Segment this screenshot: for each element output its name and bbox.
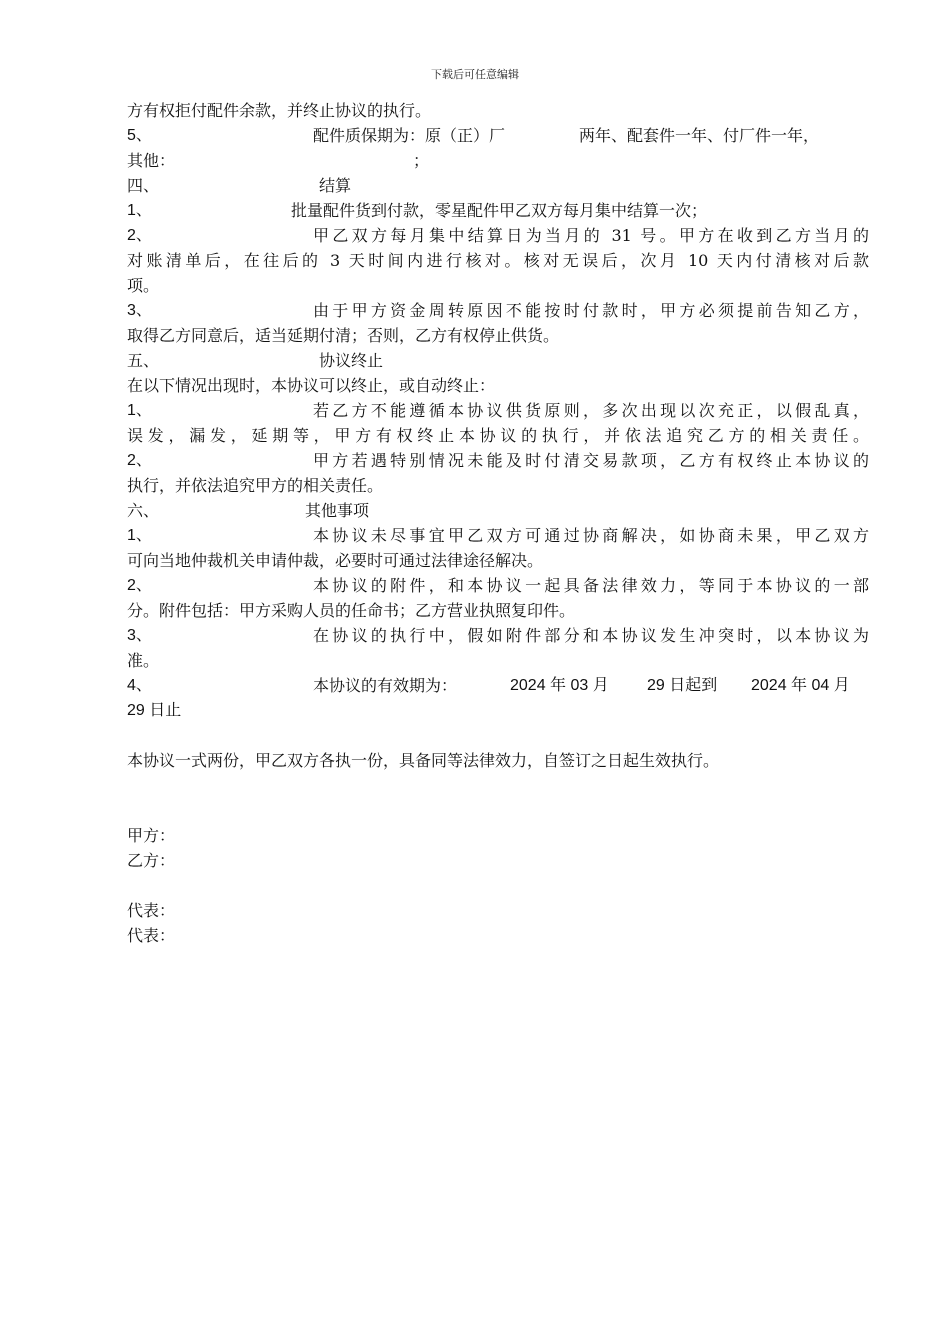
text-line: 取得乙方同意后，适当延期付清；否则，乙方有权停止供货。 <box>127 326 560 345</box>
clause-text: 两年、配套件一年、付厂件一年， <box>579 126 820 145</box>
section-heading <box>127 173 869 198</box>
page-header: 下载后可任意编辑 <box>431 68 519 81</box>
section-heading <box>127 348 869 373</box>
text-line: 执行，并依法追究甲方的相关责任。 <box>127 476 384 495</box>
clause-line: 3、 由于甲方资金周转原因不能按时付款时，甲方必须提前告知乙方， <box>127 301 869 320</box>
party-b-signature: 乙方： <box>127 851 176 870</box>
section-heading <box>127 498 869 523</box>
end-date: 2024 年 04 月 <box>751 677 850 694</box>
clause-line: 2、 甲乙双方每月集中结算日为当月的 31 号。甲方在收到乙方当月的 <box>127 226 869 245</box>
clause-number: 5、 <box>127 127 152 144</box>
agreement-body <box>127 98 869 948</box>
clause-text: 配件质保期为：原（正）厂 <box>313 126 506 145</box>
text-line: 对账清单后，在往后的 3 天时间内进行核对。核对无误后，次月 10 天内付清核对后款 <box>127 251 869 270</box>
closing-statement: 本协议一式两份，甲乙双方各执一份，具备同等法律效力，自签订之日起生效执行。 <box>127 751 720 770</box>
section-number: 六、 <box>127 501 160 520</box>
clause-line: 1、 本协议未尽事宜甲乙双方可通过协商解决，如协商未果，甲乙双方 <box>127 526 869 545</box>
text-line: 准。 <box>127 651 160 670</box>
representative-b: 代表： <box>127 926 176 945</box>
text-line: 分。附件包括：甲方采购人员的任命书；乙方营业执照复印件。 <box>127 601 576 620</box>
clause-line: 2、 甲方若遇特别情况未能及时付清交易款项，乙方有权终止本协议的 <box>127 451 869 470</box>
section-title: 其他事项 <box>305 501 370 520</box>
start-date: 2024 年 03 月 <box>510 677 609 694</box>
clause-line: 2、 本协议的附件，和本协议一起具备法律效力，等同于本协议的一部 <box>127 576 869 595</box>
section-title: 协议终止 <box>319 351 384 370</box>
text-line: 其他： ； <box>127 151 430 170</box>
clause-line: 3、 在协议的执行中，假如附件部分和本协议发生冲突时，以本协议为 <box>127 626 869 645</box>
text-line: 误发，漏发，延期等，甲方有权终止本协议的执行，并依法追究乙方的相关责任。 <box>127 426 869 445</box>
start-day: 29 日起到 <box>647 677 718 694</box>
clause-line: 1、 批量配件货到付款，零星配件甲乙双方每月集中结算一次； <box>127 201 708 220</box>
text-line: 在以下情况出现时，本协议可以终止，或自动终止： <box>127 376 496 395</box>
section-title: 结算 <box>319 176 352 195</box>
text-line: 方有权拒付配件余款，并终止协议的执行。 <box>127 101 432 120</box>
text-line: 可向当地仲裁机关申请仲裁，必要时可通过法律途径解决。 <box>127 551 544 570</box>
text-line: 项。 <box>127 276 160 295</box>
validity-period-line: 4、 本协议的有效期为： 2024 年 03 月 29 日起到 2024 年 04 月 <box>127 673 869 698</box>
text-line: 29 日止 <box>127 702 182 719</box>
section-number: 五、 <box>127 351 160 370</box>
representative-a: 代表： <box>127 901 176 920</box>
clause-5-line <box>127 123 869 148</box>
section-number: 四、 <box>127 176 160 195</box>
party-a-signature: 甲方： <box>127 826 176 845</box>
clause-line: 1、 若乙方不能遵循本协议供货原则，多次出现以次充正，以假乱真， <box>127 401 869 420</box>
